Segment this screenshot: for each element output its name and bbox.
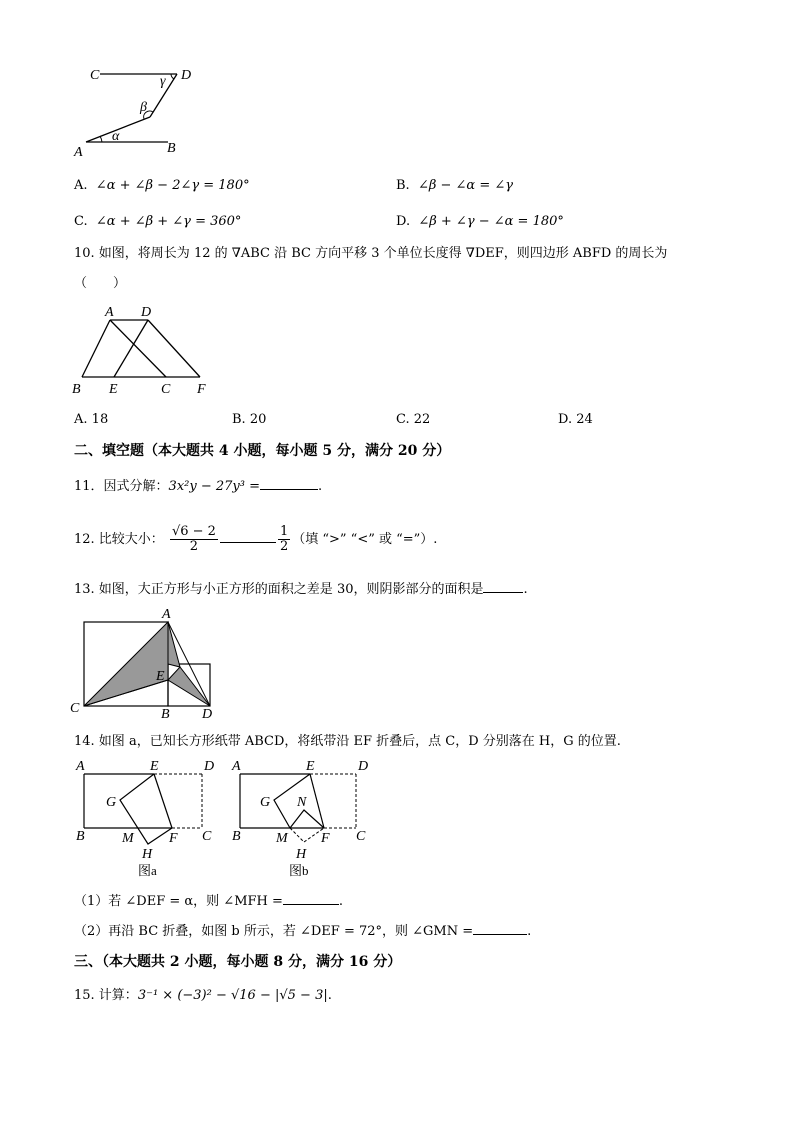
q11: 11．因式分解：3x²y − 27y³ = . (74, 479, 323, 494)
point-E-label: E (150, 760, 159, 774)
point-C-label: C (161, 382, 171, 397)
point-B-label: B (161, 707, 170, 721)
q14-sub2: （2）再沿 BC 折叠，如图 b 所示，若 ∠DEF = 72°，则 ∠GMN = . (74, 924, 532, 939)
point-E-label: E (109, 382, 118, 397)
q13-stem: 13. 如图，大正方形与小正方形的面积之差是 30，则阴影部分的面积是 . (74, 582, 528, 597)
point-C-label: C (90, 68, 100, 83)
point-E-label: E (306, 760, 315, 774)
q10-option-d: D. 24 (558, 412, 593, 427)
q10-stem-line1: 10. 如图，将周长为 12 的 ∇ABC 沿 BC 方向平移 3 个单位长度得 ∇DEF，则四边形 ABFD 的周长为 (74, 246, 668, 261)
q14-figure-b (226, 760, 376, 880)
point-B-label: B (76, 829, 85, 844)
point-F-label: F (321, 831, 330, 846)
angle-beta-label: β (140, 100, 147, 115)
point-A-label: A (162, 607, 171, 622)
q9-option-b: B. ∠β − ∠α = ∠γ (396, 178, 514, 193)
point-A-label: A (74, 145, 83, 160)
point-D-label: D (204, 760, 215, 774)
point-E-label: E (156, 669, 165, 684)
point-M-label: M (276, 831, 288, 846)
q10-figure (70, 302, 220, 397)
q9-option-c: C. ∠α + ∠β + ∠γ = 360° (74, 214, 242, 229)
q9-option-a: A. ∠α + ∠β − 2∠γ = 180° (74, 178, 250, 193)
point-G-label: G (260, 795, 271, 810)
point-A-label: A (76, 760, 85, 774)
section-2-heading: 二、填空题（本大题共 4 小题，每小题 5 分，满分 20 分） (74, 443, 451, 459)
point-A-label: A (105, 305, 114, 320)
angle-gamma-label: γ (160, 74, 166, 89)
q10-option-b: B. 20 (232, 412, 267, 427)
q10-stem-line2: （ ） (74, 276, 127, 291)
point-A-label: A (232, 760, 241, 774)
point-N-label: N (297, 795, 307, 810)
q14-figure-a (70, 760, 220, 880)
point-D-label: D (141, 305, 152, 320)
q15: 15. 计算：3⁻¹ × (−3)² − √16 − |√5 − 3|. (74, 988, 332, 1003)
point-H-label: H (142, 847, 153, 862)
q13-figure (68, 606, 228, 721)
figure-b-caption: 图b (289, 863, 309, 878)
point-B-label: B (72, 382, 81, 397)
angle-alpha-label: α (112, 129, 120, 144)
q12: 12. 比较大小： $\frac{√6 - 2}{2}$ $\frac{1}{2}$ （填 “>” “<” 或 “=”）. (74, 524, 438, 554)
point-D-label: D (202, 707, 213, 721)
point-F-label: F (169, 831, 178, 846)
q10-option-c: C. 22 (396, 412, 431, 427)
point-M-label: M (122, 831, 134, 846)
point-B-label: B (167, 141, 176, 156)
point-B-label: B (232, 829, 241, 844)
section-3-heading: 三、（本大题共 2 小题，每小题 8 分，满分 16 分） (74, 954, 402, 970)
point-C-label: C (202, 829, 212, 844)
q10-option-a: A. 18 (74, 412, 109, 427)
point-D-label: D (358, 760, 369, 774)
point-G-label: G (106, 795, 117, 810)
q9-figure (72, 62, 212, 162)
q9-option-d: D. ∠β + ∠γ − ∠α = 180° (396, 214, 564, 229)
point-F-label: F (197, 382, 206, 397)
point-H-label: H (296, 847, 307, 862)
figure-a-caption: 图a (138, 863, 157, 878)
q14-sub1: （1）若 ∠DEF = α，则 ∠MFH = . (74, 894, 344, 909)
q14-stem: 14. 如图 a，已知长方形纸带 ABCD，将纸带沿 EF 折叠后，点 C，D 分别落在 H，G 的位置. (74, 734, 621, 749)
point-C-label: C (356, 829, 366, 844)
point-D-label: D (181, 68, 192, 83)
point-C-label: C (70, 701, 80, 716)
